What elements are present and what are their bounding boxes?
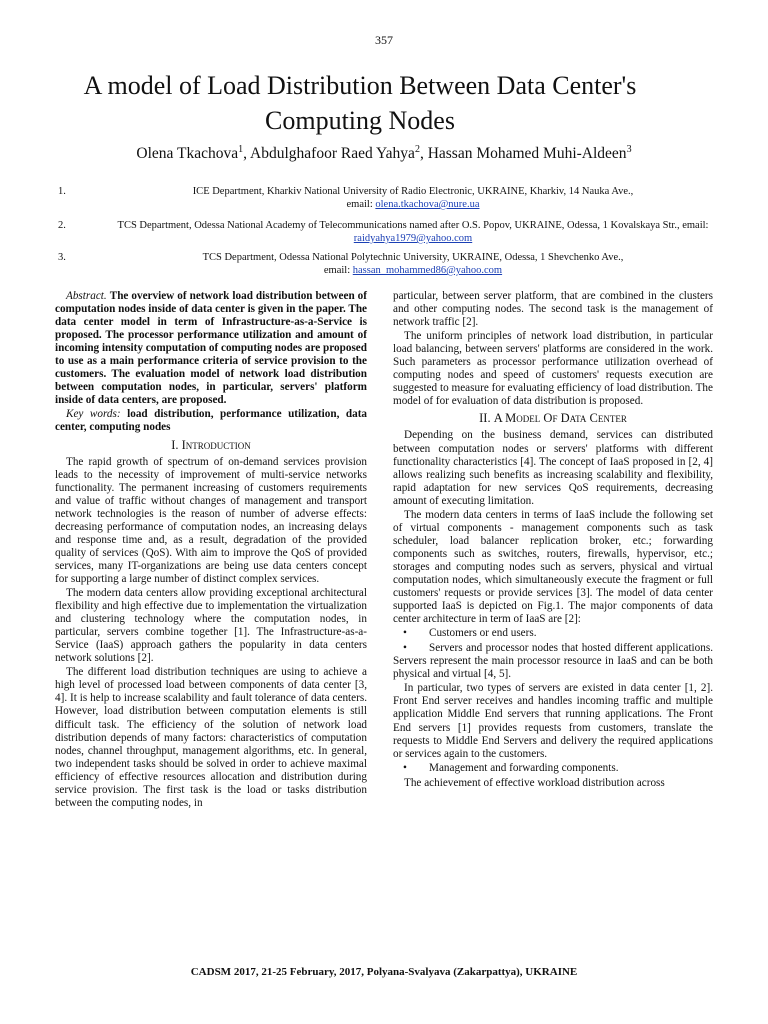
section-heading-introduction: [55, 439, 367, 452]
affiliation-number: 3.: [58, 252, 66, 263]
bullet-icon: •: [403, 761, 407, 774]
paragraph: In particular, two types of servers are existed in data center [1, 2]. Front End server receives and handles incoming traffic and multiple application Middle End servers that running applications. The Front End servers [1] provides requests from customers, translate the requests to Middle End Servers and delivery the required applications or services again to the customers.: [393, 682, 713, 760]
author-separator: ,: [243, 145, 251, 163]
keywords: [55, 408, 367, 434]
email-label: email:: [346, 199, 376, 210]
paragraph: The modern data centers allow providing exceptional architectural flexibility and high effective due to implementation the virtualization and clustering technology where the computation nodes, in particular, servers combine together [1]. The Infrastructure-as-a-Service (IaaS) approach gathers the popularity in data centers network solutions [2].: [55, 587, 367, 665]
left-column: [55, 290, 367, 811]
author-name: Olena Tkachova: [136, 145, 239, 163]
author-name: Hassan Mohamed Muhi-Aldeen: [427, 145, 627, 163]
keywords-text: load distribution, performance utilization, data center, computing nodes: [55, 408, 368, 434]
email-link[interactable]: olena.tkachova@nure.ua: [375, 199, 480, 210]
keywords-label: Key words:: [66, 408, 121, 421]
right-column: [393, 290, 713, 791]
list-item: [393, 642, 713, 681]
affiliation-text: ICE Department, Kharkiv National University of Radio Electronic, UKRAINE, Kharkiv, 14 Nauka Ave.,: [192, 186, 634, 197]
author-affil-mark: 1: [238, 144, 244, 155]
section-heading-model: [393, 412, 713, 425]
paragraph: The achievement of effective workload distribution across: [404, 776, 665, 789]
email-link[interactable]: raidyahya1979@yahoo.com: [353, 233, 473, 244]
section-title: Introduction: [181, 437, 251, 452]
paragraph: The modern data centers in terms of IaaS include the following set of virtual components - management components such as task scheduler, load balancer replication broker, etc.; forwarding components such as switches, routers, firewalls, hypervisor, etc.; storages and computing nodes such as servers, physical and virtual computation nodes, which simultaneously execute the fragment or full customers' requests or provide services [3]. The model of data center supported IaaS is depicted on Fig.1. The major components of data center architecture in term of IaaS are [2]:: [393, 508, 713, 626]
paragraph: The rapid growth of spectrum of on-demand services provision leads to the necessity of improvement of multi-service networks functionality. The permanent increasing of customers requirements and value of traffic without changes of management and transport network technologies is the reason of number of adverse effects: decreasing performance of computation nodes, an increasing delays and response time and, as a result, degradation of the provided quality of services (QoS). With aim to improve the QoS of provided services, many IT-organizations are being use data centers concept for supporting a large number of distinct complex services.: [55, 455, 367, 585]
section-title: A Model Of Data Center: [493, 411, 627, 426]
paragraph: The different load distribution techniques are using to achieve a high level of processed load between components of data center [3, 4]. It is help to increase scalability and fault tolerance of data centers. However, load distribution between computation elements is still difficult task. The efficiency of the solution of network load distribution depends of many factors: characteristics of computation nodes, channel throughput, management algorithms, etc. In general, two independent tasks should be solved in order to achieve maximal efficiency of effective resources allocation and distribution during service provision. The first task is the load or tasks distribution between the computing nodes, in: [55, 666, 367, 809]
conference-footer: CADSM 2017, 21-25 February, 2017, Polyana-Svalyava (Zakarpattya), UKRAINE: [190, 966, 578, 978]
paragraph: The uniform principles of network load distribution, in particular load balancing, between servers' platforms are considered in the work. Such parameters as processor performance utilization overhead of computing nodes and speed of customers' requests execution are suggested to measure for evaluating efficiency of load distribution. The model of for evaluation of data distribution is proposed.: [393, 330, 713, 408]
abstract: [55, 290, 367, 407]
list-item: [393, 627, 713, 640]
author-separator: ,: [419, 145, 428, 163]
page-number: 357: [375, 33, 393, 47]
list-item: [393, 762, 713, 775]
affiliation-1: [58, 185, 718, 211]
affiliation-2: [58, 219, 718, 245]
affiliation-number: 1.: [58, 186, 66, 197]
list-item-text: Servers and processor nodes that hosted different applications. Servers represent the main processor resource in IaaS and can be both physical and virtual [4, 5].: [393, 642, 713, 681]
author-affil-mark: 3: [626, 144, 632, 155]
list-item-text: Management and forwarding components.: [429, 761, 619, 774]
title-line-1: A model of Load Distribution Between Data Center's: [83, 71, 637, 100]
abstract-text: The overview of network load distribution between of computation nodes inside of data center is given in the paper. The data center model in term of Infrastructure-as-a-Service is proposed. The processor performance utilization and amount of incoming intensity computation of computing nodes are proposed to use as a main performance criteria of service provision to the customers. The evaluation model of network load distribution between computation nodes, in particular, servers' platform inside of data centers, are proposed.: [55, 290, 367, 407]
email-label: email:: [323, 265, 353, 276]
title-line-2: Computing Nodes: [265, 106, 455, 135]
bullet-icon: •: [403, 627, 407, 640]
paragraph: Depending on the business demand, services can distributed between computation nodes or servers' platforms with different functionality characteristics [4]. The concept of IaaS proposed in [2, 4] allows realizing such benefits as increasing scalability and flexibility, rapid adaptation for new services QoS requirements, decreasing amount of executing limitation.: [393, 429, 713, 507]
section-number: II.: [479, 411, 494, 426]
bullet-icon: •: [403, 642, 407, 655]
paragraph: particular, between server platform, that are combined in the clusters and other computing nodes. The second task is the management of network traffic [2].: [393, 290, 713, 329]
email-link[interactable]: hassan_mohammed86@yahoo.com: [352, 265, 503, 276]
affiliation-number: 2.: [58, 220, 66, 231]
affiliation-text: TCS Department, Odessa National Polytechnic University, UKRAINE, Odessa, 1 Shevchenko Ave.,: [202, 252, 624, 263]
abstract-label: Abstract.: [66, 290, 107, 302]
list-item-text: Customers or end users.: [429, 627, 537, 640]
affiliation-3: [58, 251, 718, 277]
affiliation-text: TCS Department, Odessa National Academy of Telecommunications named after O.S. Popov, UKRAINE, Odessa, 1 Kovalskaya Str., email:: [117, 220, 709, 231]
author-affil-mark: 2: [414, 144, 420, 155]
section-number: I.: [171, 437, 182, 452]
author-list: [40, 144, 728, 163]
author-name: Abdulghafoor Raed Yahya: [250, 145, 415, 163]
paper-title: [50, 68, 670, 138]
